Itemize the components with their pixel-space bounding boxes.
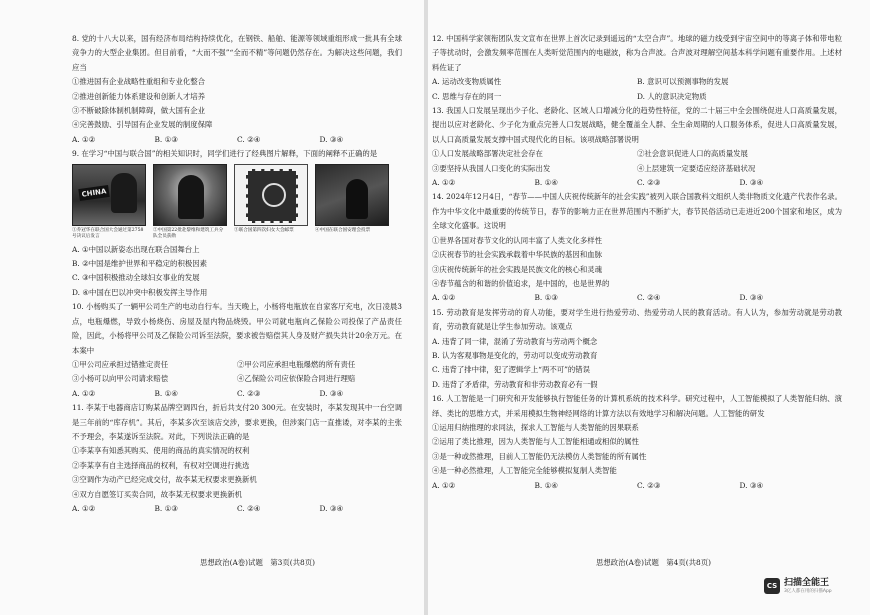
q9-photo-card-4 [315, 164, 389, 240]
q9-photo-card-2 [153, 164, 227, 240]
q10-choice-b: B. ①④ [154, 388, 178, 398]
q12-option-row-1 [432, 75, 842, 89]
q14-option-3: ③庆祝传统新年的社会实践是民族文化的核心和灵魂 [432, 264, 602, 274]
q8-option-4: ④完善鼓励、引导国有企业发展的制度保障 [72, 120, 213, 130]
q14-choice-b: B. ①③ [534, 293, 558, 303]
question-12-stem: 12. 中国科学家领衔团队发文宣布在世界上首次记录到遥远的“太空合声”。地球的磁力线受到宇宙空间中的等离子体和带电粒子等扰动时，会激发频率范围在人类听觉范围内的电磁波，称为合声波。合声波对理解空间基本科学问题有重要作用。上述材料佐证了 [432, 34, 842, 72]
question-16-stem: 16. 人工智能是一门研究和开发能够执行智能任务的计算机系统的技术科学。研究过程中，人工智能模拟了人类智能归纳、演绎、类比的思维方式，并采用模拟生物神经网络的计算方法以有效地学习和解决问题。人工智能的研发 [432, 394, 842, 418]
exam-page-4 [428, 0, 870, 615]
q16-option-1: ①运用归纳推理的求同法，探求人工智能与人类智能的因果联系 [432, 422, 639, 432]
q10-option-2: ②甲公司应承担电瓶爆燃的所有责任 [237, 359, 356, 369]
q9-photo-card-1 [72, 164, 146, 240]
q14-choices [432, 291, 842, 305]
q10-choices [72, 387, 402, 401]
brand-text [784, 578, 832, 595]
q9-caption-4: ④中国在联合国安理会投票 [315, 227, 371, 233]
q10-option-4: ④乙保险公司应依保险合同进行理赔 [237, 374, 356, 384]
q13-choices [432, 176, 842, 190]
q9-option-c: C. ③中国积极推动全球妇女事业的发展 [72, 273, 200, 283]
q14-option-2: ②庆祝春节的社会实践承载着中华民族的基因和血脉 [432, 250, 602, 260]
q13-option-4: ④上层建筑一定要适应经济基础状况 [637, 163, 756, 173]
q13-choice-b: B. ①④ [534, 178, 558, 188]
q11-option-4: ④双方自愿签订买卖合同，故李某无权要求更换新机 [72, 489, 242, 499]
speaker-figure [111, 173, 137, 213]
question-9-stem: 9. 在学习“中国与联合国”的相关知识时，同学们进行了经典图片解释，下面的阐释不正确的是 [72, 149, 378, 159]
scanner-watermark [764, 578, 832, 595]
q12-option-c: C. 思维与存在的同一 [432, 91, 502, 101]
q13-option-2: ②社会意识促进人口的高质量发展 [637, 149, 748, 159]
q16-choice-a: A. ①② [432, 480, 456, 490]
question-14-stem: 14. 2024年12月4日，“春节——中国人庆祝传统新年的社会实践”被列入联合国教科文组织人类非物质文化遗产代表作名录。作为中华文化中最重要的传统节日，春节的影响力正在世界范围内不断扩大，春节民俗活动已走进近200个国家和地区，成为全球文化盛事。这说明 [432, 192, 842, 231]
q13-choice-d: D. ③④ [739, 178, 764, 188]
q10-choice-a: A. ①② [72, 388, 96, 398]
q10-option-row-2 [72, 372, 402, 386]
brand-subtitle: 3亿人都在用的扫描App [784, 589, 832, 594]
page-4-footer: 思想政治(A卷)试题 第4页(共8页) [596, 558, 711, 567]
q9-option-a: A. ①中国以新姿态出现在联合国舞台上 [72, 244, 200, 254]
q14-option-4: ④春节蕴含的和谐的价值追求，是中国的，也是世界的 [432, 278, 610, 288]
voting-figure [346, 179, 368, 219]
q16-choice-b: B. ①④ [534, 480, 558, 490]
q15-option-c: C. 违背了排中律，犯了逻辑学上“两不可”的错误 [432, 365, 591, 375]
china-nameplate: CHINA [78, 185, 109, 201]
q10-choice-c: C. ②③ [237, 388, 261, 398]
q9-photo-strip [72, 164, 402, 240]
stamp-icon [246, 169, 298, 223]
question-8-stem: 8. 党的十八大以来，国有经济布局结构持续优化，在钢铁、船舶、能源等领域重组形成一批具有全球竞争力的大型企业集团。但目前看，“大而不强”“全而不精”等问题仍然存在。为解决这些问题，我们应当 [72, 34, 402, 72]
question-15-stem: 15. 劳动教育是发挥劳动的育人功能，要对学生进行热爱劳动、热爱劳动人民的教育活动。有人认为，参加劳动就是劳动教育，劳动教育就是让学生参加劳动。该观点 [432, 307, 842, 332]
q8-choices [72, 133, 402, 147]
q13-option-1: ①人口发展战略部署决定社会存在 [432, 149, 543, 159]
q14-choice-d: D. ③④ [739, 293, 764, 303]
q8-choice-a: A. ①② [72, 134, 96, 144]
un-speech-photo [72, 164, 146, 226]
left-column [72, 32, 402, 516]
q16-choice-d: D. ③④ [739, 480, 764, 490]
peacekeeper-figure [178, 175, 204, 219]
right-column [432, 32, 842, 493]
q9-option-d: D. ④中国在巴以冲突中积极发挥主导作用 [72, 287, 208, 297]
q14-choice-a: A. ①② [432, 293, 456, 303]
security-council-photo [315, 164, 389, 226]
q12-option-b: B. 意识可以预测事物的发展 [637, 77, 729, 87]
q11-option-1: ①李某享有知悉其购买、使用的商品的真实情况的权利 [72, 446, 250, 456]
q13-choice-a: A. ①② [432, 178, 456, 188]
q10-option-row-1 [72, 358, 402, 372]
question-11-stem: 11. 李某于电器商店订购某品牌空调四台，折后共支付20 300元。在安装时，李某发现其中一台空调是三年前的“库存机”。其后，李某多次至该店交涉，要求更换，但涉案门店一直推诿，对李某的主张不予理会，李某遂诉至法院。对此，下列说法正确的是 [72, 403, 402, 441]
brand-name: 扫描全能王 [784, 578, 830, 588]
q9-option-b: B. ②中国是维护世界和平稳定的积极因素 [72, 259, 208, 269]
q10-option-1: ①甲公司应承担过错推定责任 [72, 359, 169, 369]
q11-choices [72, 502, 402, 516]
q8-option-1: ①推进国有企业战略性重组和专业化整合 [72, 77, 206, 87]
question-10-stem: 10. 小杨购买了一辆甲公司生产的电动自行车。当天晚上，小杨将电瓶放在自家客厅充电，次日凌晨3点，电瓶爆燃，导致小杨烧伤、房屋及屋内物品烧毁。甲公司就电瓶向乙保险公司投保了产品责任险，因此，小杨将甲公司及乙保险公司诉至法院，要求被告赔偿其人身及财产损失共计20余万元。在本案中 [72, 302, 402, 355]
q10-option-3: ③小杨可以向甲公司请求赔偿 [72, 374, 169, 384]
q15-option-a: A. 违背了同一律，混淆了劳动教育与劳动两个概念 [432, 336, 598, 346]
q10-choice-d: D. ③④ [319, 388, 344, 398]
q12-option-d: D. 人的意识决定物质 [637, 91, 707, 101]
q9-caption-3: ③联合国第四次妇女大会邮票 [234, 227, 294, 233]
q14-option-1: ①世界各国对春节文化的认同丰富了人类文化多样性 [432, 235, 602, 245]
q8-choice-d: D. ③④ [319, 134, 344, 144]
q12-option-row-2 [432, 90, 842, 104]
q11-choice-b: B. ①③ [154, 503, 178, 513]
q9-caption-2: ②中国第22批赴黎维和建筑工兵分队全员获勋 [153, 227, 224, 239]
q11-option-2: ②李某享有自主选择商品的权利，有权对空调进行挑选 [72, 460, 250, 470]
q8-option-2: ②推进创新能力体系建设和创新人才培养 [72, 91, 206, 101]
q11-choice-c: C. ②④ [237, 503, 261, 513]
q8-choice-c: C. ②④ [237, 134, 261, 144]
q14-choice-c: C. ②④ [637, 293, 661, 303]
q16-option-2: ②运用了类比推理，因为人类智能与人工智能相通或相似的属性 [432, 437, 639, 447]
q13-option-3: ③要坚持从我国人口变化的实际出发 [432, 163, 551, 173]
q9-caption-1: ①乔冠华在联合国大会通过第2758号决议后发言 [72, 227, 144, 239]
q8-option-3: ③不断破除体制机制障碍，做大国有企业 [72, 106, 206, 116]
q15-option-d: D. 违背了矛盾律，劳动教育和非劳动教育必有一假 [432, 379, 598, 389]
peacekeeper-photo [153, 164, 227, 226]
q11-choice-d: D. ③④ [319, 503, 344, 513]
q16-option-3: ③是一种或然推理，目前人工智能仍无法模仿人类智能的所有属性 [432, 451, 647, 461]
page-3-footer: 思想政治(A卷)试题 第3页(共8页) [200, 558, 315, 567]
cs-scanner-logo-icon: CS [764, 578, 780, 594]
q13-choice-c: C. ②③ [637, 178, 661, 188]
q9-photo-card-3 [234, 164, 308, 240]
q11-choice-a: A. ①② [72, 503, 96, 513]
q15-option-b: B. 认为客观事物是变化的，劳动可以变成劳动教育 [432, 350, 598, 360]
exam-page-3 [0, 0, 424, 615]
q11-option-3: ③空调作为动产已经完成交付，故李某无权要求更换新机 [72, 475, 257, 485]
q13-option-row-1 [432, 147, 842, 161]
un-stamp-photo [234, 164, 308, 226]
q12-option-a: A. 运动改变物质属性 [432, 77, 502, 87]
q16-choices [432, 479, 842, 493]
question-13-stem: 13. 我国人口发展呈现出少子化、老龄化、区域人口增减分化的趋势性特征，党的二十届三中全会围绕促进人口高质量发展，提出以应对老龄化、少子化为重点完善人口发展战略，健全覆盖全人群、全生命周期的人口服务体系，促进人口高质量发展，以人口高质量发展支撑中国式现代化的目标。该项战略部署说明 [432, 106, 842, 144]
q8-choice-b: B. ①③ [154, 134, 178, 144]
q13-option-row-2 [432, 162, 842, 176]
q16-choice-c: C. ②③ [637, 480, 661, 490]
q16-option-4: ④是一种必然推理，人工智能完全能够模拟复制人类智能 [432, 466, 617, 476]
